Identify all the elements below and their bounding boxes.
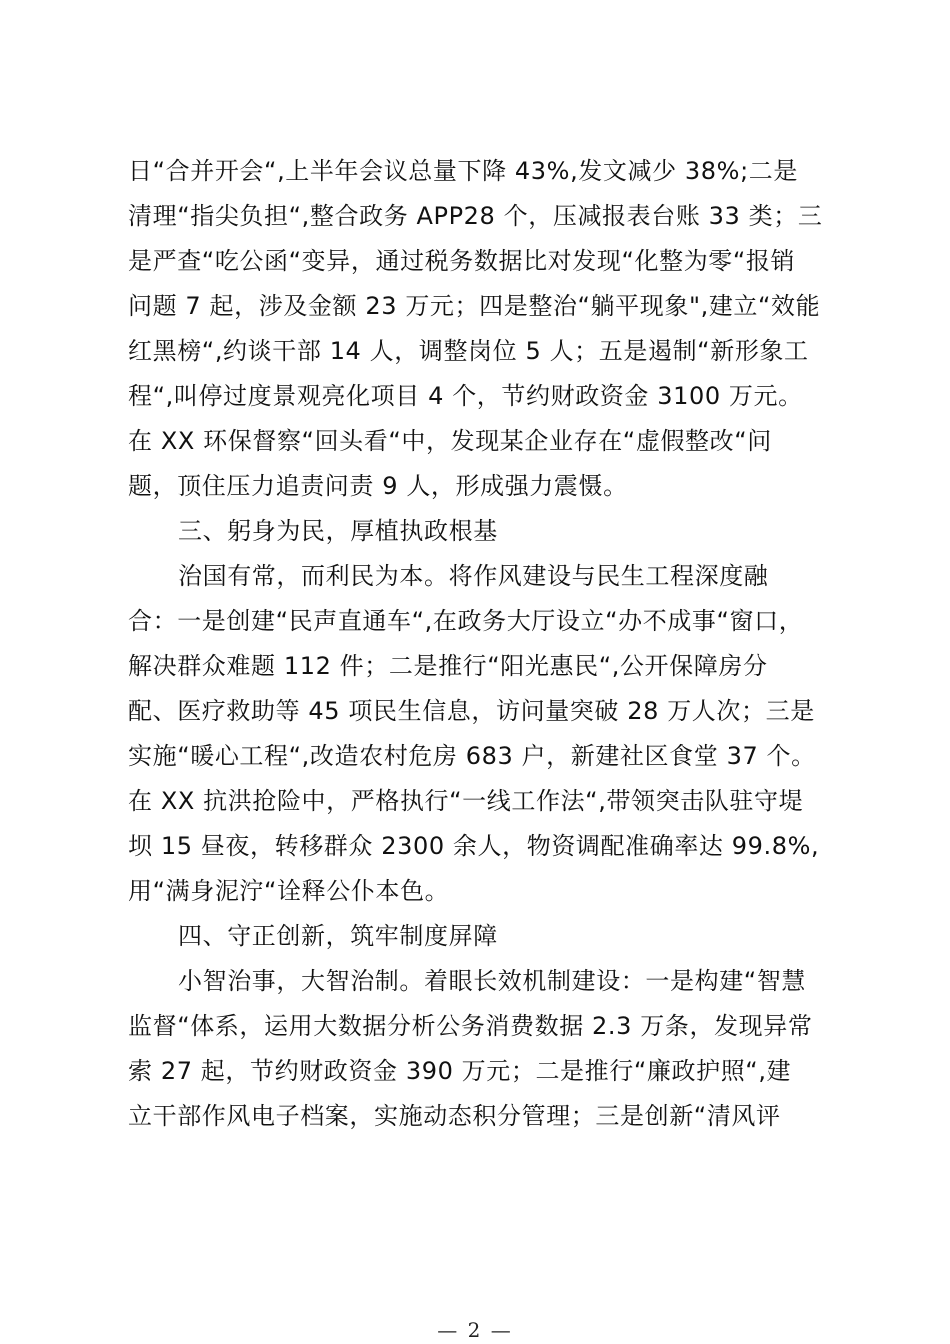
body-text-line: 实施“暖心工程“,改造农村危房 683 户，新建社区食堂 37 个。	[128, 742, 816, 770]
body-text-line: 索 27 起，节约财政资金 390 万元；二是推行“廉政护照“,建	[128, 1057, 792, 1085]
body-text-line: 合：一是创建“民声直通车“,在政务大厅设立“办不成事“窗口，	[128, 607, 804, 635]
page-number: — 2 —	[437, 1318, 513, 1342]
section-heading-4: 四、守正创新，筑牢制度屏障	[178, 922, 498, 950]
paragraph-first-line: 小智治事，大智治制。着眼长效机制建设：一是构建“智慧	[178, 967, 807, 995]
body-text-line: 问题 7 起，涉及金额 23 万元；四是整治“躺平现象",建立“效能	[128, 292, 821, 320]
body-text-line: 坝 15 昼夜，转移群众 2300 余人，物资调配准确率达 99.8%,	[128, 832, 820, 860]
paragraph-first-line: 治国有常，而利民为本。将作风建设与民生工程深度融	[178, 562, 769, 590]
body-text-line: 红黑榜“,约谈干部 14 人，调整岗位 5 人；五是遏制“新形象工	[128, 337, 809, 365]
body-text-line: 题，顶住压力追责问责 9 人，形成强力震慑。	[128, 472, 628, 500]
body-text-line: 立干部作风电子档案，实施动态积分管理；三是创新“清风评	[128, 1102, 781, 1130]
body-text-line: 在 XX 抗洪抢险中，严格执行“一线工作法“,带领突击队驻守堤	[128, 787, 804, 815]
body-text-line: 程“,叫停过度景观亮化项目 4 个，节约财政资金 3100 万元。	[128, 382, 803, 410]
section-heading-3: 三、躬身为民，厚植执政根基	[178, 517, 498, 545]
body-text-line: 监督“体系，运用大数据分析公务消费数据 2.3 万条，发现异常	[128, 1012, 813, 1040]
body-text-line: 日“合并开会“,上半年会议总量下降 43%,发文减少 38%;二是	[128, 157, 798, 185]
body-text-line: 解决群众难题 112 件；二是推行“阳光惠民“,公开保障房分	[128, 652, 768, 680]
body-text-line: 是严查“吃公函“变异，通过税务数据比对发现“化整为零“报销	[128, 247, 796, 275]
body-text-line: 清理“指尖负担“,整合政务 APP28 个，压减报表台账 33 类；三	[128, 202, 823, 230]
body-text-line: 在 XX 环保督察“回头看“中，发现某企业存在“虚假整改“问	[128, 427, 772, 455]
body-text-line: 用“满身泥泞“诠释公仆本色。	[128, 877, 450, 905]
body-text-line: 配、医疗救助等 45 项民生信息，访问量突破 28 万人次；三是	[128, 697, 815, 725]
